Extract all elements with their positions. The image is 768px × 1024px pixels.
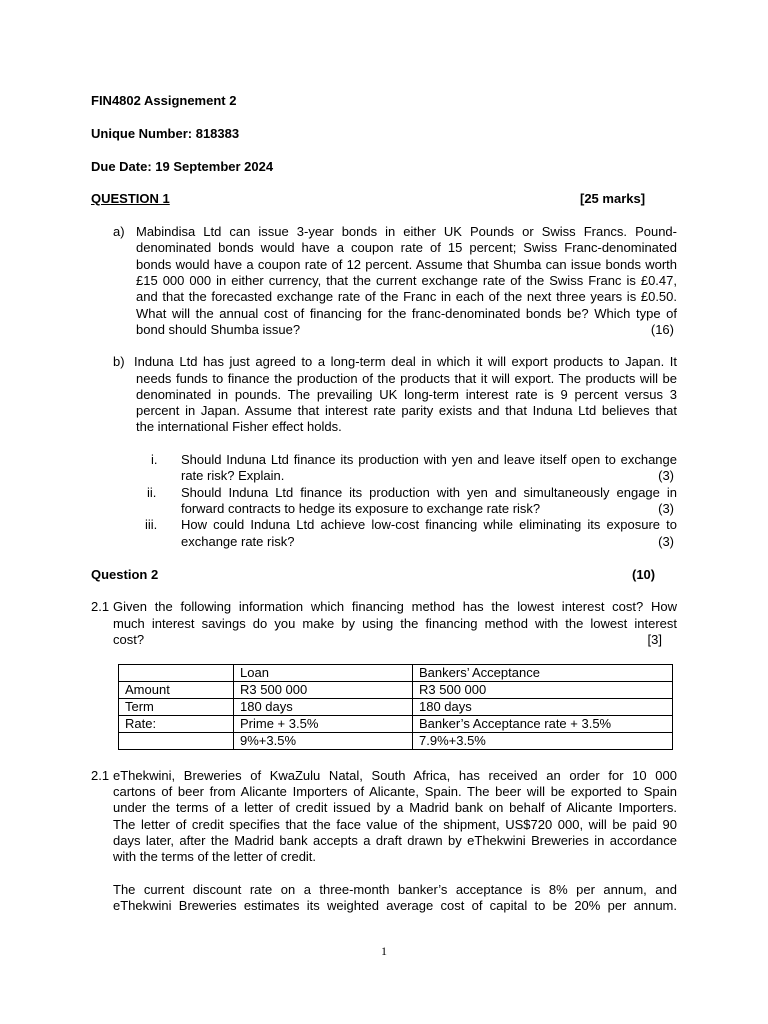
q1b-sub-line: exchange rate risk? [181,534,295,549]
table-row [119,699,673,716]
unique-number: Unique Number: 818383 [91,126,240,141]
q2-p2-line: eThekwini Breweries estimates its weighted average cost of capital to be 20% per annum. [113,898,677,913]
table-cell [119,733,234,750]
q1b-sub-line: rate risk? Explain. [181,468,285,483]
table-cell: 7.9%+3.5% [413,733,673,750]
q2-p2-line: The current discount rate on a three-month banker’s acceptance is 8% per annum, and [113,882,677,897]
table-row [119,682,673,699]
q1b-line: the international Fisher effect holds. [136,419,342,434]
q1a-line: and that the forecasted exchange rate of the Franc in each of the next three years is £0.50. [136,289,677,304]
q1b-sub-marks: (3) [658,501,674,516]
q2-p1-label: 2.1 [91,599,110,614]
q1a-label: a) [113,224,125,239]
q1b-sub-line: Should Induna Ltd finance its production with yen and simultaneously engage in [181,485,677,500]
question-1-marks: [25 marks] [580,191,646,206]
page-number: 1 [381,944,387,958]
q1b-label: b) [113,354,125,369]
q1b-sub-line: forward contracts to hedge its exposure to exchange rate risk? [181,501,541,516]
document-title: FIN4802 Assignement 2 [91,93,237,108]
q1b-sub-label: ii. [147,485,157,500]
table-cell: Amount [119,682,234,699]
table-row [119,716,673,733]
q1b-line: needs funds to finance the production of the products that it will export. The products will be [136,371,677,386]
q1a-line: bonds would have a coupon rate of 12 percent. Assume that Shumba can issue bonds worth [136,257,677,272]
q1b-sub-marks: (3) [658,468,674,483]
q2-p2-line: The letter of credit specifies that the face value of the shipment, US$720 000, will be paid 90 [113,817,677,832]
q2-p2-line: with the terms of the letter of credit. [113,849,317,864]
question-1-heading: QUESTION 1 [91,191,170,206]
q1b-sub-line: How could Induna Ltd achieve low-cost financing while eliminating its exposure to [181,517,677,532]
table-cell: 9%+3.5% [234,733,413,750]
q1a-line: £15 000 000 in either currency, that the current exchange rate of the Swiss Franc is £0.47, [136,273,677,288]
q1b-line: Induna Ltd has just agreed to a long-term deal in which it will export products to Japan. It [134,354,677,369]
q2-p2-line: under the terms of a letter of credit issued by a Madrid bank on behalf of Alicante Importers. [113,800,677,815]
q2-p1-line: cost? [113,632,145,647]
q2-p2-line: cartons of beer from Alicante Importers of Alicante, Spain. The beer will be exported to Spain [113,784,677,799]
table-cell: Loan [234,665,413,682]
q1a-marks: (16) [650,322,674,337]
q1b-sub-label: i. [151,452,158,467]
table-cell: 180 days [413,699,673,716]
q1b-sub-marks: (3) [658,534,674,549]
due-date: Due Date: 19 September 2024 [91,159,274,174]
q1a-line: Mabindisa Ltd can issue 3-year bonds in either UK Pounds or Swiss Francs. Pound- [136,224,677,239]
table-cell: R3 500 000 [234,682,413,699]
table-header-row [119,665,673,682]
q2-p1-line: much interest savings do you make by using the financing method with the lowest interest [113,616,677,631]
table-cell: Bankers’ Acceptance [413,665,673,682]
q1b-sub-line: Should Induna Ltd finance its production with yen and leave itself open to exchange [181,452,677,467]
question-2-heading: Question 2 [91,567,159,582]
table-cell: Banker’s Acceptance rate + 3.5% [413,716,673,733]
question-2-marks: (10) [632,567,656,582]
table-cell: Term [119,699,234,716]
q2-p2-line: eThekwini, Breweries of KwaZulu Natal, South Africa, has received an order for 10 000 [113,768,677,783]
q1a-line: What will the annual cost of financing for the franc-denominated bonds be? Which type of [136,306,677,321]
q1a-line: denominated bonds would have a coupon rate of 15 percent; Swiss Franc-denominated [136,240,677,255]
q2-p1-marks: [3] [647,632,662,647]
q1a-line: bond should Shumba issue? [136,322,301,337]
q1b-sub-label: iii. [145,517,158,532]
q1b-line: percent in Japan. Assume that interest rate parity exists and that Induna Ltd believes that [136,403,677,418]
table-row [119,733,673,750]
q2-p1-line: Given the following information which financing method has the lowest interest cost? How [113,599,677,614]
q1b-line: denominated in pounds. The prevailing UK long-term interest rate is 9 percent versus 3 [136,387,677,402]
q2-p2-line: days later, after the Madrid bank accepts a draft drawn by eThekwini Breweries in accordance [113,833,677,848]
table-cell [119,665,234,682]
financing-table [118,664,673,750]
table-cell: Prime + 3.5% [234,716,413,733]
q2-p2-label: 2.1 [91,768,110,783]
table-cell: Rate: [119,716,234,733]
table-cell: 180 days [234,699,413,716]
table-cell: R3 500 000 [413,682,673,699]
